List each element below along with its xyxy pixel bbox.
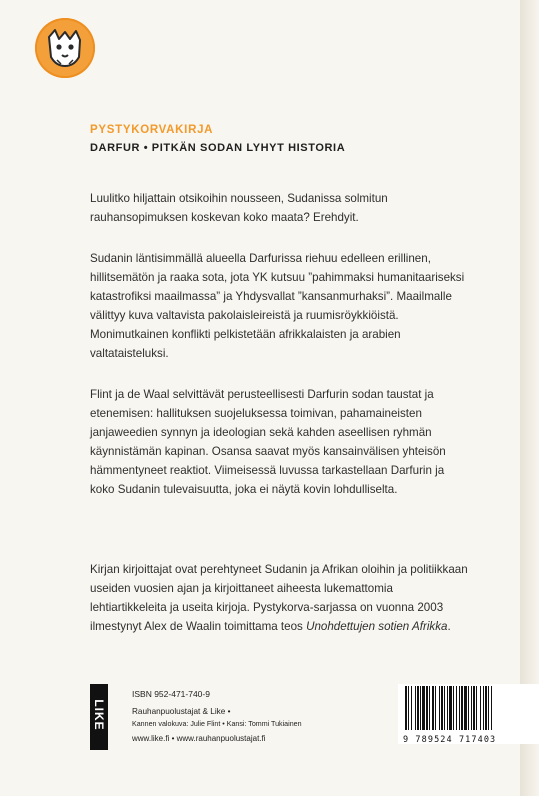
barcode-bar [473, 686, 475, 730]
barcode-bar [426, 686, 428, 730]
barcode-bar [456, 686, 457, 730]
barcode-bar [453, 686, 454, 730]
barcode-lines-icon [403, 686, 539, 734]
barcode-bar [444, 686, 445, 730]
book-title: DARFUR • PITKÄN SODAN LYHYT HISTORIA [90, 142, 346, 154]
barcode-bar [441, 686, 443, 730]
barcode-bar [417, 686, 419, 730]
series-label: PYSTYKORVAKIRJA [90, 124, 214, 136]
referenced-book-title: Unohdettujen sotien Afrikka [306, 620, 448, 633]
publisher-line: Rauhanpuolustajat & Like • [132, 707, 231, 716]
like-publisher-logo [90, 684, 108, 750]
barcode-bar [480, 686, 481, 730]
barcode-bar [411, 686, 412, 730]
barcode-bar [429, 686, 430, 730]
barcode-bar [447, 686, 448, 730]
barcode-bar [408, 686, 409, 730]
barcode-bar [476, 686, 477, 730]
description-paragraph-2: Sudanin läntisimmällä alueella Darfurissa riehuu edelleen erillinen, hillitsemätön ja raaka sota, jota YK kutsuu ”pahimmaksi humanitaariseksi katastrofiksi maailmassa” ja Yhdysvallat ”kansanmurhaksi”. Maailmalle välittyy kuva valtavista pakolaisleireistä ja ruumisröykkiöistä. Monimutkainen konflikti pelkistetään afrikkalaisten ja arabien valtataisteluksi. [90, 252, 465, 360]
pystykorva-dog-logo-icon [35, 18, 95, 78]
barcode-bar [415, 686, 416, 730]
barcode-bar [422, 686, 425, 730]
barcode-number: 9 789524 717403 [403, 735, 497, 745]
page-edge [520, 0, 539, 796]
footer-info [90, 684, 520, 750]
barcode-bar [459, 686, 460, 730]
barcode-bar [485, 686, 487, 730]
like-logo-text: LIKE [92, 699, 106, 731]
barcode-bar [439, 686, 440, 730]
description-paragraph-3: Flint ja de Waal selvittävät perusteellisesti Darfurin sodan taustat ja etenemisen: hallituksen suojeluksessa toimivan, pahamaineisten janjaweedien synnyn ja ideologian sekä kahden aseellisen ryhmän käynnistämän kapinan. Osansa saavat myös kansainvälisen yhteisön hämmentyneet reaktiot. Viimeisessä luvussa tarkastellaan Darfurin ja koko Sudanin tulevaisuutta, joka ei näytä kovin lohdulliselta. [90, 388, 446, 496]
barcode-bar [471, 686, 472, 730]
barcode-bar [461, 686, 463, 730]
barcode-bar [432, 686, 434, 730]
description-paragraph-1: Luulitko hiljattain otsikoihin nousseen, Sudanissa solmitun rauhansopimuksen koskevan koko maata? Erehdyit. [90, 192, 388, 224]
barcode-bar [420, 686, 421, 730]
barcode [398, 684, 539, 744]
isbn: ISBN 952-471-740-9 [132, 689, 210, 699]
cover-credits: Kannen valokuva: Julie Flint • Kansi: Tommi Tukiainen [132, 720, 302, 728]
websites: www.like.fi • www.rauhanpuolustajat.fi [132, 734, 266, 743]
barcode-bar [435, 686, 436, 730]
barcode-bar [488, 686, 489, 730]
author-paragraph-text: Kirjan kirjoittajat ovat perehtyneet Sudanin ja Afrikan oloihin ja politiikkaan useiden vuosien ajan ja kirjoittaneet aiheesta lukemattomia lehtiartikkeleita ja useita kirjoja. Pystykorva-sarjassa on vuonna 2003 ilmestynyt Alex de Waalin toimittama teos [90, 563, 468, 633]
dog-face-icon [43, 26, 87, 70]
paragraph-period: . [447, 620, 451, 633]
barcode-bar [449, 686, 452, 730]
barcode-bar [491, 686, 492, 730]
barcode-bar [483, 686, 484, 730]
barcode-bar [468, 686, 469, 730]
barcode-bar [405, 686, 407, 730]
author-paragraph [90, 560, 470, 636]
barcode-bar [464, 686, 467, 730]
